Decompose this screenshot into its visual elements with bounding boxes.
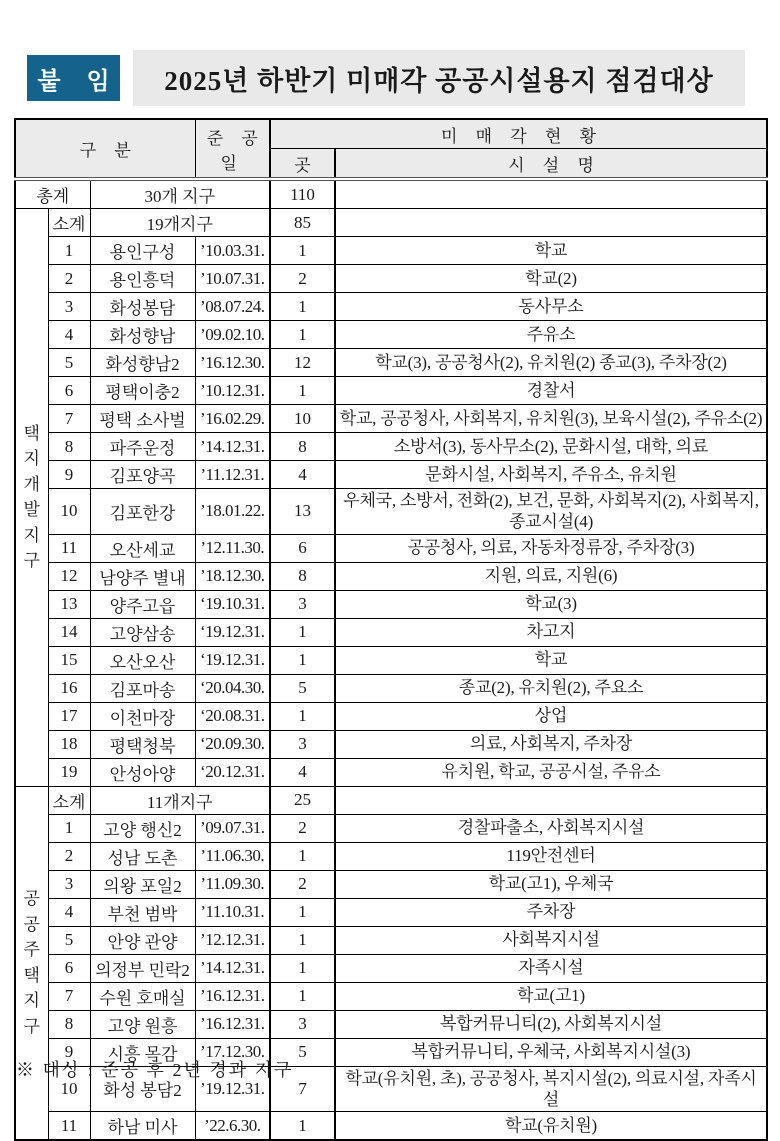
- facilities: 학교(2): [335, 265, 767, 293]
- district-row: [15, 702, 767, 730]
- unsold-count: 1: [270, 954, 335, 982]
- district-row: [15, 377, 767, 405]
- unsold-count: 4: [270, 461, 335, 489]
- unsold-count: 8: [270, 562, 335, 590]
- district-row: [15, 842, 767, 870]
- row-no: 10: [48, 489, 90, 535]
- row-no: 4: [48, 321, 90, 349]
- group-label-line: 개발: [23, 474, 40, 520]
- district-row: [15, 590, 767, 618]
- subtotal-count: 85: [270, 209, 335, 237]
- total-districts: 30개 지구: [90, 179, 270, 209]
- completion-date: ’14.12.31.: [195, 954, 270, 982]
- district-name: 안성아양: [90, 758, 195, 786]
- district-name: 양주고읍: [90, 590, 195, 618]
- facilities: 학교(고1): [335, 982, 767, 1010]
- row-no: 14: [48, 618, 90, 646]
- district-row: [15, 618, 767, 646]
- subtotal-districts: 11개지구: [90, 786, 270, 814]
- district-name: 화성향남2: [90, 349, 195, 377]
- district-name: 이천마장: [90, 702, 195, 730]
- row-no: 9: [48, 461, 90, 489]
- row-no: 5: [48, 349, 90, 377]
- unsold-count: 1: [270, 618, 335, 646]
- unsold-count: 10: [270, 405, 335, 433]
- row-no: 16: [48, 674, 90, 702]
- completion-date: ’16.12.31.: [195, 982, 270, 1010]
- completion-date: ’10.03.31.: [195, 237, 270, 265]
- district-name: 화성봉담: [90, 293, 195, 321]
- district-name: 용인흥덕: [90, 265, 195, 293]
- unsold-count: 3: [270, 730, 335, 758]
- completion-date: ’22.6.30.: [195, 1112, 270, 1141]
- facilities: 119안전센터: [335, 842, 767, 870]
- district-name: 평택청북: [90, 730, 195, 758]
- facilities: 학교, 공공청사, 사회복지, 유치원(3), 보육시설(2), 주유소(2): [335, 405, 767, 433]
- facilities: 상업: [335, 702, 767, 730]
- facilities: 주차장: [335, 898, 767, 926]
- group-label-line: 주택: [23, 940, 40, 985]
- row-no: 11: [48, 1112, 90, 1141]
- completion-date: ‘20.09.30.: [195, 730, 270, 758]
- completion-date: ’16.12.30.: [195, 349, 270, 377]
- page-title: 2025년 하반기 미매각 공공시설용지 점검대상: [164, 65, 714, 96]
- district-row: [15, 954, 767, 982]
- completion-date: ‘20.08.31.: [195, 702, 270, 730]
- row-no: 7: [48, 982, 90, 1010]
- row-no: 15: [48, 646, 90, 674]
- total-count: 110: [270, 179, 335, 209]
- district-row: [15, 1112, 767, 1141]
- district-row: [15, 674, 767, 702]
- district-name: 오산오산: [90, 646, 195, 674]
- row-no: 3: [48, 870, 90, 898]
- unsold-count: 12: [270, 349, 335, 377]
- district-row: [15, 730, 767, 758]
- facilities: 유치원, 학교, 공공시설, 주유소: [335, 758, 767, 786]
- group-label-line: 지구: [23, 525, 40, 571]
- unsold-count: 13: [270, 489, 335, 535]
- district-name: 파주운정: [90, 433, 195, 461]
- unsold-count: 3: [270, 1010, 335, 1038]
- attachment-tag-label: 붙 임: [37, 68, 120, 95]
- completion-date: ’11.06.30.: [195, 842, 270, 870]
- completion-date: ’17.12.30.: [195, 1038, 270, 1066]
- district-name: 김포양곡: [90, 461, 195, 489]
- district-name: 고양 행신2: [90, 814, 195, 842]
- facilities: 공공청사, 의료, 자동차정류장, 주차장(3): [335, 534, 767, 562]
- total-row: [15, 179, 767, 209]
- facilities: 동사무소: [335, 293, 767, 321]
- table-header-row-1: [15, 119, 767, 149]
- facilities: 경찰서: [335, 377, 767, 405]
- unsold-count: 1: [270, 898, 335, 926]
- completion-date: ’16.12.31.: [195, 1010, 270, 1038]
- completion-date: ’10.07.31.: [195, 265, 270, 293]
- district-row: [15, 926, 767, 954]
- row-no: 2: [48, 842, 90, 870]
- completion-date: ’11.10.31.: [195, 898, 270, 926]
- district-row: [15, 814, 767, 842]
- row-no: 10: [48, 1066, 90, 1112]
- district-row: [15, 982, 767, 1010]
- district-row: [15, 321, 767, 349]
- district-name: 안양 관양: [90, 926, 195, 954]
- row-no: 1: [48, 237, 90, 265]
- district-name: 평택 소사벌: [90, 405, 195, 433]
- completion-date: ‘20.12.31.: [195, 758, 270, 786]
- row-no: 17: [48, 702, 90, 730]
- district-row: [15, 237, 767, 265]
- unsold-count: 1: [270, 702, 335, 730]
- row-no: 6: [48, 377, 90, 405]
- group-label-line: 지구: [23, 991, 40, 1036]
- completion-date: ’18.01.22.: [195, 489, 270, 535]
- unsold-count: 8: [270, 433, 335, 461]
- unsold-count: 1: [270, 237, 335, 265]
- inspection-table: [14, 118, 768, 1141]
- district-name: 남양주 별내: [90, 562, 195, 590]
- header-completion-date: 준 공 일: [195, 119, 270, 179]
- facilities: 의료, 사회복지, 주차장: [335, 730, 767, 758]
- completion-date: ’11.12.31.: [195, 461, 270, 489]
- facilities: 학교(3), 공공청사(2), 유치원(2) 종교(3), 주차장(2): [335, 349, 767, 377]
- document-title-bar: [133, 50, 745, 106]
- district-name: 시흥 목감: [90, 1038, 195, 1066]
- subtotal-districts: 19개지구: [90, 209, 270, 237]
- group-label: [15, 209, 48, 787]
- completion-date: ‘20.04.30.: [195, 674, 270, 702]
- completion-date: ’18.12.30.: [195, 562, 270, 590]
- unsold-count: 1: [270, 646, 335, 674]
- district-name: 의왕 포일2: [90, 870, 195, 898]
- completion-date: ’11.09.30.: [195, 870, 270, 898]
- unsold-count: 1: [270, 321, 335, 349]
- unsold-count: 6: [270, 534, 335, 562]
- district-row: [15, 405, 767, 433]
- district-name: 김포마송: [90, 674, 195, 702]
- unsold-count: 3: [270, 590, 335, 618]
- subtotal-label: 소계: [48, 209, 90, 237]
- facilities: 종교(2), 유치원(2), 주요소: [335, 674, 767, 702]
- unsold-count: 1: [270, 982, 335, 1010]
- header-unsold-status: 미 매 각 현 황: [270, 119, 767, 149]
- facilities: 차고지: [335, 618, 767, 646]
- subtotal-count: 25: [270, 786, 335, 814]
- district-name: 부천 범박: [90, 898, 195, 926]
- completion-date: ’09.02.10.: [195, 321, 270, 349]
- district-name: 화성 봉담2: [90, 1066, 195, 1112]
- completion-date: ’14.12.31.: [195, 433, 270, 461]
- unsold-count: 7: [270, 1066, 335, 1112]
- unsold-count: 5: [270, 1038, 335, 1066]
- row-no: 2: [48, 265, 90, 293]
- completion-date: ’12.12.31.: [195, 926, 270, 954]
- facilities: 문화시설, 사회복지, 주유소, 유치원: [335, 461, 767, 489]
- row-no: 6: [48, 954, 90, 982]
- total-label: 총계: [15, 179, 90, 209]
- total-facilities: [335, 179, 767, 209]
- unsold-count: 2: [270, 814, 335, 842]
- unsold-count: 1: [270, 842, 335, 870]
- district-row: [15, 489, 767, 535]
- district-name: 평택이충2: [90, 377, 195, 405]
- district-row: [15, 433, 767, 461]
- district-name: 하남 미사: [90, 1112, 195, 1141]
- group-label: [15, 786, 48, 1140]
- completion-date: ‘19.12.31.: [195, 618, 270, 646]
- facilities: 자족시설: [335, 954, 767, 982]
- district-name: 용인구성: [90, 237, 195, 265]
- district-row: [15, 898, 767, 926]
- facilities: 학교: [335, 646, 767, 674]
- header-count: 곳: [270, 149, 335, 180]
- row-no: 12: [48, 562, 90, 590]
- row-no: 3: [48, 293, 90, 321]
- facilities: 우체국, 소방서, 전화(2), 보건, 문화, 사회복지(2), 사회복지, 종교시설(4): [335, 489, 767, 535]
- row-no: 8: [48, 1010, 90, 1038]
- group-label-line: 공공: [23, 889, 40, 934]
- attachment-tag: [27, 55, 120, 101]
- unsold-count: 5: [270, 674, 335, 702]
- district-row: [15, 349, 767, 377]
- unsold-count: 1: [270, 926, 335, 954]
- facilities: 학교(3): [335, 590, 767, 618]
- row-no: 9: [48, 1038, 90, 1066]
- facilities: 소방서(3), 동사무소(2), 문화시설, 대학, 의료: [335, 433, 767, 461]
- row-no: 13: [48, 590, 90, 618]
- completion-date: ’09.07.31.: [195, 814, 270, 842]
- subtotal-row: [15, 209, 767, 237]
- completion-date: ’16.02.29.: [195, 405, 270, 433]
- facilities: 복합커뮤니티, 우체국, 사회복지시설(3): [335, 1038, 767, 1066]
- district-name: 고양삼송: [90, 618, 195, 646]
- completion-date: ‘19.12.31.: [195, 646, 270, 674]
- facilities: 주유소: [335, 321, 767, 349]
- district-row: [15, 758, 767, 786]
- subtotal-facilities: [335, 786, 767, 814]
- district-row: [15, 562, 767, 590]
- group-label-line: 택지: [23, 423, 40, 469]
- completion-date: ’08.07.24.: [195, 293, 270, 321]
- row-no: 1: [48, 814, 90, 842]
- subtotal-row: [15, 786, 767, 814]
- facilities: 경찰파출소, 사회복지시설: [335, 814, 767, 842]
- row-no: 18: [48, 730, 90, 758]
- facilities: 지원, 의료, 지원(6): [335, 562, 767, 590]
- unsold-count: 4: [270, 758, 335, 786]
- district-name: 수원 호매실: [90, 982, 195, 1010]
- header-category: 구 분: [15, 119, 195, 179]
- row-no: 5: [48, 926, 90, 954]
- district-name: 고양 원흥: [90, 1010, 195, 1038]
- row-no: 4: [48, 898, 90, 926]
- unsold-count: 1: [270, 293, 335, 321]
- unsold-count: 2: [270, 265, 335, 293]
- unsold-count: 2: [270, 870, 335, 898]
- district-row: [15, 646, 767, 674]
- district-row: [15, 534, 767, 562]
- facilities: 학교(고1), 우체국: [335, 870, 767, 898]
- row-no: 8: [48, 433, 90, 461]
- completion-date: ’12.11.30.: [195, 534, 270, 562]
- row-no: 7: [48, 405, 90, 433]
- district-row: [15, 293, 767, 321]
- unsold-count: 1: [270, 1112, 335, 1141]
- row-no: 19: [48, 758, 90, 786]
- district-name: 화성향남: [90, 321, 195, 349]
- header-facility-name: 시 설 명: [335, 149, 767, 180]
- district-name: 오산세교: [90, 534, 195, 562]
- district-name: 의정부 민락2: [90, 954, 195, 982]
- district-row: [15, 461, 767, 489]
- district-row: [15, 870, 767, 898]
- facilities: 사회복지시설: [335, 926, 767, 954]
- district-row: [15, 1010, 767, 1038]
- subtotal-facilities: [335, 209, 767, 237]
- facilities: 학교(유치원, 초), 공공청사, 복지시설(2), 의료시설, 자족시설: [335, 1066, 767, 1112]
- row-no: 11: [48, 534, 90, 562]
- facilities: 학교: [335, 237, 767, 265]
- completion-date: ‘19.10.31.: [195, 590, 270, 618]
- unsold-count: 1: [270, 377, 335, 405]
- completion-date: ’10.12.31.: [195, 377, 270, 405]
- district-row: [15, 265, 767, 293]
- completion-date: ’19.12.31.: [195, 1066, 270, 1112]
- facilities: 복합커뮤니티(2), 사회복지시설: [335, 1010, 767, 1038]
- subtotal-label: 소계: [48, 786, 90, 814]
- facilities: 학교(유치원): [335, 1112, 767, 1141]
- district-name: 김포한강: [90, 489, 195, 535]
- footnote: ※ 대상 : 준공 후 2년 경과 지구: [16, 1060, 294, 1080]
- district-name: 성남 도촌: [90, 842, 195, 870]
